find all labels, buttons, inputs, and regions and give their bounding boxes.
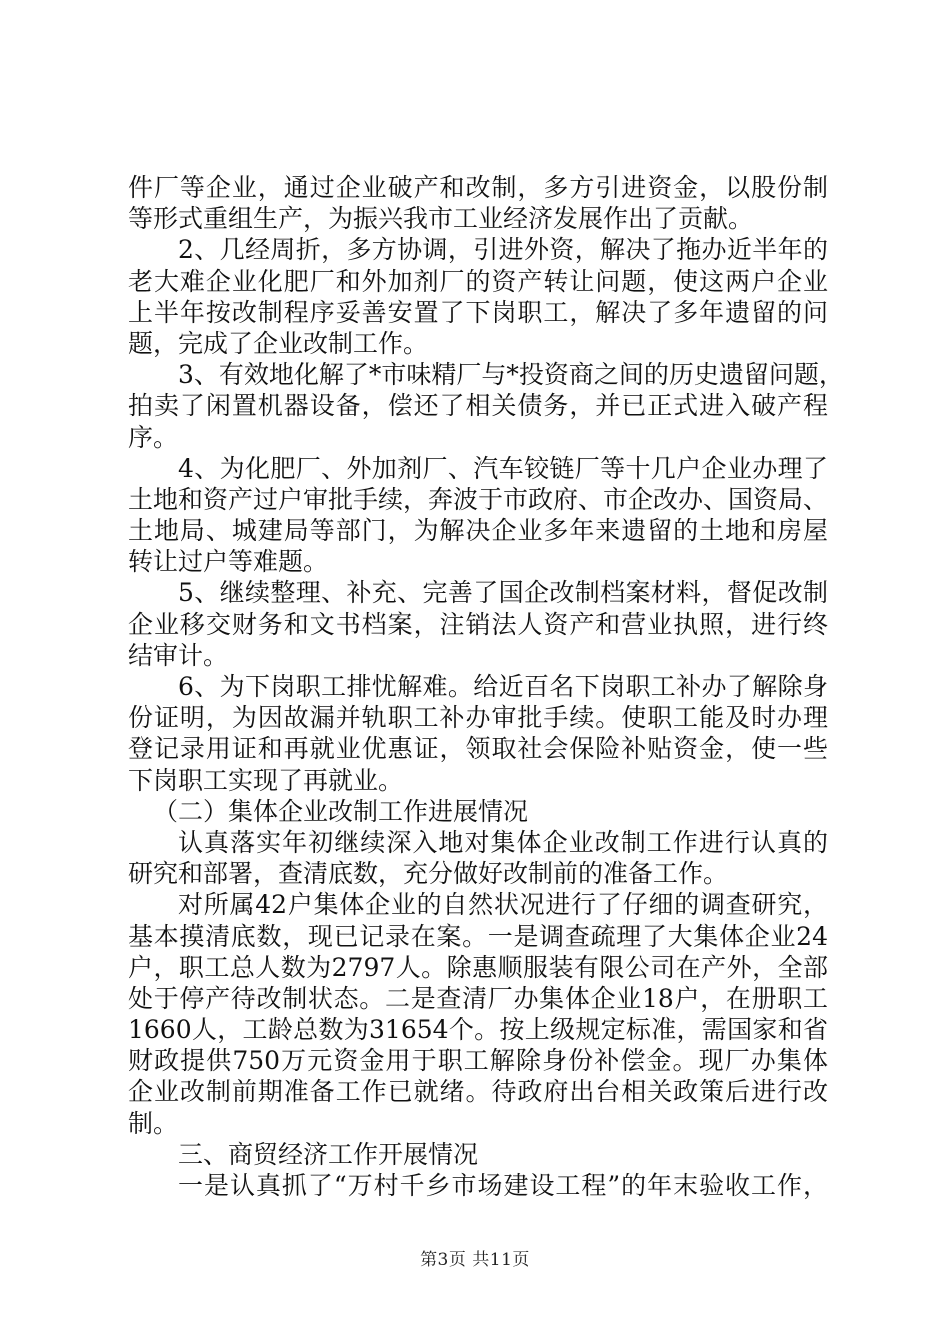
text-line: 处于停产待改制状态。二是查清厂办集体企业18户，在册职工 [128, 983, 828, 1013]
text-line: 制。 [128, 1108, 179, 1138]
text-line: 老大难企业化肥厂和外加剂厂的资产转让问题，使这两户企业 [128, 266, 828, 296]
text-line: 4、为化肥厂、外加剂厂、汽车铰链厂等十几户企业办理了 [178, 453, 828, 483]
text-line: 件厂等企业，通过企业破产和改制，多方引进资金，以股份制 [128, 173, 828, 202]
text-line: 1660人，工龄总数为31654个。按上级规定标准，需国家和省 [128, 1015, 828, 1045]
text-line: 序。 [128, 422, 179, 452]
text-line: 财政提供750万元资金用于职工解除身份补偿金。现厂办集体 [128, 1046, 828, 1076]
text-line: 3、有效地化解了*市味精厂与*投资商之间的历史遗留问题， [178, 360, 844, 390]
section-heading: （二）集体企业改制工作进展情况 [153, 796, 529, 826]
text-line: 土地和资产过户审批手续，奔波于市政府、市企改办、国资局、 [128, 484, 829, 514]
text-line: 等形式重组生产，为振兴我市工业经济发展作出了贡献。 [128, 204, 754, 234]
text-line: 企业移交财务和文书档案，注销法人资产和营业执照，进行终 [128, 609, 828, 639]
text-line: 6、为下岗职工排忧解难。给近百名下岗职工补办了解除身 [178, 672, 828, 701]
body-text [128, 172, 844, 1201]
text-line: 转让过户等难题。 [128, 547, 329, 577]
text-line: 上半年按改制程序妥善安置了下岗职工，解决了多年遗留的问 [128, 297, 828, 327]
text-line: 下岗职工实现了再就业。 [128, 765, 404, 795]
text-line: 题，完成了企业改制工作。 [128, 328, 429, 358]
text-line: 结审计。 [128, 640, 229, 670]
text-line: 一是认真抓了“万村千乡市场建设工程”的年末验收工作， [178, 1171, 828, 1200]
text-line: 认真落实年初继续深入地对集体企业改制工作进行认真的 [178, 827, 828, 857]
page-number-footer: 第3页 共11页 [420, 1250, 530, 1270]
text-line: 土地局、城建局等部门，为解决企业多年来遗留的土地和房屋 [128, 516, 828, 546]
text-line: 2、几经周折，多方协调，引进外资，解决了拖办近半年的 [178, 235, 828, 265]
section-heading: 三、商贸经济工作开展情况 [178, 1139, 479, 1169]
text-line: 份证明，为因故漏并轨职工补办审批手续。使职工能及时办理 [128, 703, 828, 733]
text-line: 对所属42户集体企业的自然状况进行了仔细的调查研究， [178, 890, 828, 920]
text-line: 登记录用证和再就业优惠证，领取社会保险补贴资金，使一些 [128, 734, 828, 764]
text-line: 拍卖了闲置机器设备，偿还了相关债务，并已正式进入破产程 [128, 391, 828, 421]
text-line: 5、继续整理、补充、完善了国企改制档案材料，督促改制 [178, 578, 828, 608]
text-line: 基本摸清底数，现已记录在案。一是调查疏理了大集体企业24 [128, 921, 828, 951]
text-line: 企业改制前期准备工作已就绪。待政府出台相关政策后进行改 [128, 1077, 828, 1107]
text-line: 户，职工总人数为2797人。除惠顺服装有限公司在产外，全部 [128, 952, 828, 982]
text-line: 研究和部署，查清底数，充分做好改制前的准备工作。 [128, 859, 729, 889]
